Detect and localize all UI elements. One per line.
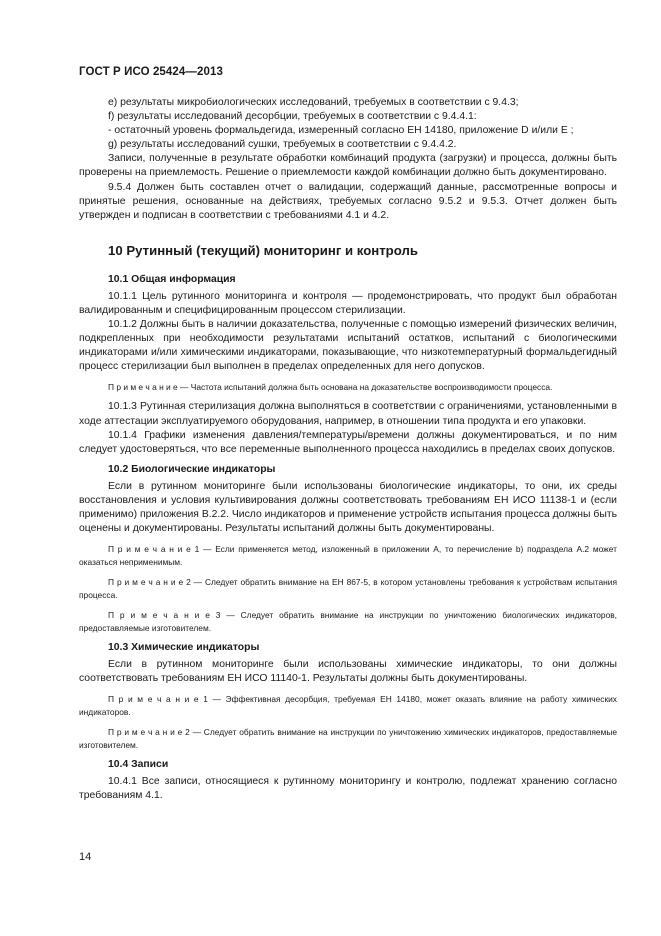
paragraph-10-4-1: 10.4.1 Все записи, относящиеся к рутинному мониторингу и контролю, подлежат хранению согласно требованиям 4.1. [79, 776, 617, 802]
note-10-1-2 [79, 381, 617, 394]
note-label: П р и м е ч а н и е [108, 610, 210, 621]
list-item-dash: - остаточный уровень формальдегида, измеренный согласно ЕН 14180, приложение D и/или Е ; [108, 125, 574, 137]
note-label: П р и м е ч а н и е [108, 382, 178, 393]
note-label: П р и м е ч а н и е [108, 694, 199, 705]
note-10-2-2 [79, 576, 617, 602]
paragraph-10-1-1: 10.1.1 Цель рутинного мониторинга и контроля — продемонстрировать, что продукт был обработан валидированным и специфицированным процессом стерилизации. [79, 290, 617, 316]
note-10-2-3 [79, 609, 617, 635]
note-text: 2 — Следует обратить внимание на инструкции по уничтожению химических индикаторов, предоставляемые изготовителем. [79, 727, 617, 751]
note-text: 1 — Если применяется метод, изложенный в приложении А, то перечисление b) подраздела А.2 может оказаться неприменимым. [79, 544, 617, 568]
paragraph-records: Записи, полученные в результате обработки комбинаций продукта (загрузки) и процесса, должны быть проверены на приемлемость. Решение о приемлемости каждой комбинации должно быть документировано. [79, 153, 617, 179]
page-number: 14 [79, 851, 92, 863]
section-10-1-title: 10.1 Общая информация [108, 273, 236, 285]
note-text: — Частота испытаний должна быть основана на доказательстве воспроизводимости процесса. [177, 382, 553, 393]
list-item-e: е) результаты микробиологических исследований, требуемых в соответствии с 9.4.3; [108, 97, 519, 108]
section-10-3-title: 10.3 Химические индикаторы [108, 642, 260, 654]
note-text: 3 — Следует обратить внимание на инструкции по уничтожению биологических индикаторов, предоставляемые изготовителем. [79, 610, 617, 634]
note-label: П р и м е ч а н и е [108, 577, 184, 588]
page-content [79, 96, 617, 804]
paragraph-10-1-3: 10.1.3 Рутинная стерилизация должна выполняться в соответствии с ограничениями, установленными в ходе аттестации эксплуатируемого оборудования, например, в отношении типа продукта и его упаковки. [79, 401, 617, 427]
paragraph-9-5-4: 9.5.4 Должен быть составлен отчет о валидации, содержащий данные, рассмотренные вопросы и принятые решения, основанные на действиях, требуемых согласно 9.5.2 и 9.5.3. Отчет должен быть утвержден и подписан в соответствии с требованиями 4.1 и 4.2. [79, 181, 617, 221]
paragraph-10-1-2: 10.1.2 Должны быть в наличии доказательства, полученные с помощью измерений физических величин, подкрепленных при необходимости результатами испытаний остатков, испытаний с биологическими индикаторами и/или химическими индикаторами, показывающие, что низкотемпературный формальдегидный процесс стерилизации был выполнен в пределах определенных для него допусков. [79, 319, 617, 373]
note-text: 2 — Следует обратить внимание на ЕН 867-5, в котором установлены требования к устройствам испытания процесса. [79, 577, 617, 601]
paragraph-10-2: Если в рутинном мониторинге были использованы биологические индикаторы, то они, их среды восстановления и условия культивирования должны соответствовать требованиям ЕН ИСО 11138-1 и (если применимо) приложения В.2.2. Число индикаторов и применение устройств испытания процесса должны быть оценены и документированы. Результаты испытаний должны быть документированы. [79, 480, 617, 535]
note-label: П р и м е ч а н и е [108, 727, 183, 738]
paragraph-10-1-4: 10.1.4 Графики изменения давления/температуры/времени должны документироваться, и по ним следует удостоверяться, что все переменные выполненного процесса находились в пределах своих допусков. [79, 429, 617, 455]
note-10-3-2 [79, 726, 617, 752]
note-10-2-1 [79, 543, 617, 569]
note-text: 1 — Эффективная десорбция, требуемая ЕН 14180, может оказать влияние на работу химических индикаторов. [79, 694, 617, 718]
section-10-title: 10 Рутинный (текущий) мониторинг и контроль [108, 242, 418, 258]
note-10-3-1 [79, 693, 617, 719]
document-header: ГОСТ Р ИСО 25424—2013 [79, 66, 224, 78]
list-item-g: g) результаты исследований сушки, требуемых в соответствии с 9.4.4.2. [108, 139, 457, 151]
paragraph-10-3: Если в рутинном мониторинге были использованы химические индикаторы, то они должны соответствовать требованиям ЕН ИСО 11140-1. Результаты должны быть документированы. [79, 659, 617, 685]
note-label: П р и м е ч а н и е [108, 544, 191, 555]
section-10-2-title: 10.2 Биологические индикаторы [108, 463, 276, 475]
list-item-f: f) результаты исследований десорбции, требуемых в соответствии с 9.4.4.1: [108, 111, 477, 123]
section-10-4-title: 10.4 Записи [108, 759, 169, 771]
